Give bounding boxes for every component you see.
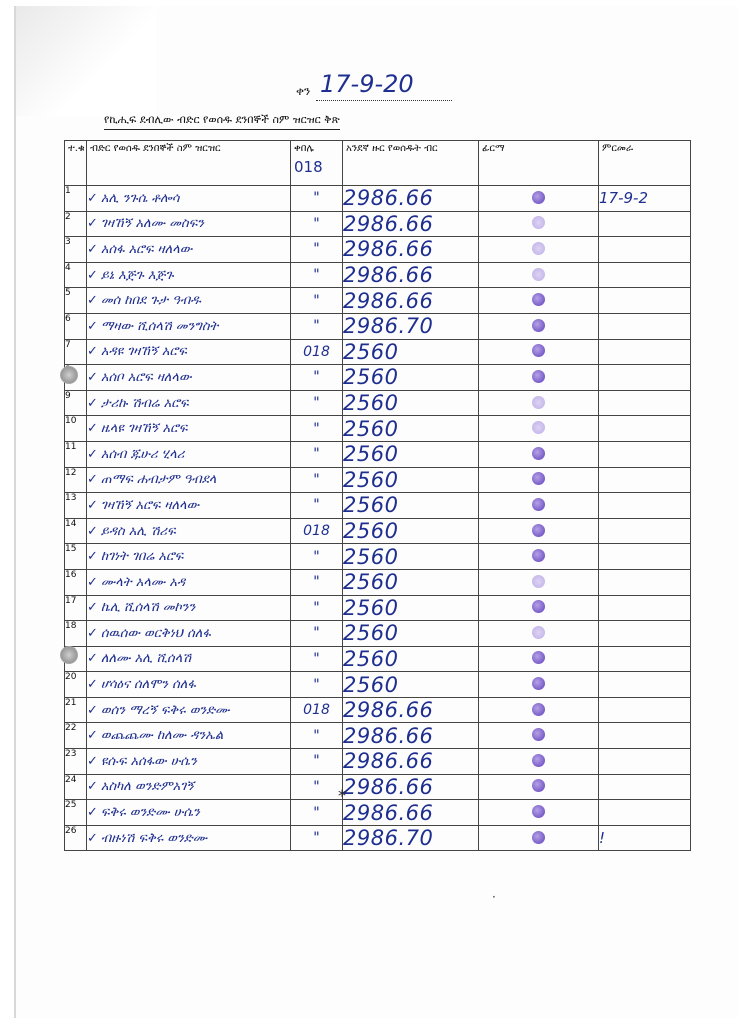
check-mark-icon: ✓ — [87, 369, 98, 385]
date-underline — [316, 100, 452, 101]
signature-cell — [479, 211, 599, 237]
borrower-name: አስካለ ወንድምአገኝ — [100, 779, 194, 795]
check-mark-icon: ✓ — [87, 190, 98, 206]
signature-cell — [479, 621, 599, 647]
row-number: 23 — [65, 749, 87, 775]
signature-cell — [479, 774, 599, 800]
loan-amount: 2560 — [343, 467, 479, 493]
borrower-name: አሊ ንጉሴ ቶሎሳ — [100, 190, 180, 206]
borrower-name: ዜላዩ ገዛኸኝ አሮፍ — [100, 421, 188, 437]
kebele-code: " — [291, 186, 343, 212]
borrower-name-cell — [87, 186, 291, 212]
borrower-name-cell — [87, 416, 291, 442]
fingerprint-stamp-icon — [532, 600, 545, 613]
fingerprint-stamp-icon — [532, 626, 545, 639]
check-mark-icon: ✓ — [87, 241, 98, 257]
fingerprint-stamp-icon — [532, 293, 545, 306]
loan-amount: 2986.66 — [343, 288, 479, 314]
column-header-signature: ፊርማ — [479, 141, 599, 186]
borrower-name-cell — [87, 390, 291, 416]
loan-amount: 2560 — [343, 390, 479, 416]
column-header-number: ተ.ቁ — [65, 141, 87, 186]
kebele-code: " — [291, 672, 343, 698]
kebele-code: " — [291, 621, 343, 647]
borrower-name: መሰ ከበደ ጉታ ዓብዱ — [100, 293, 201, 309]
row-number: 14 — [65, 518, 87, 544]
table-row — [65, 339, 691, 365]
borrower-name: ይዳስ አሊ ሽሪፍ — [100, 523, 176, 539]
row-number: 11 — [65, 441, 87, 467]
kebele-code: 018 — [291, 697, 343, 723]
table-row — [65, 825, 691, 851]
remark-cell — [599, 211, 691, 237]
row-number: 26 — [65, 825, 87, 851]
kebele-code: " — [291, 774, 343, 800]
loan-amount: 2986.70 — [343, 313, 479, 339]
table-row — [65, 390, 691, 416]
document-title: የኪሒፍ ደብሊው ብድር የወሰዱ ደንበኞች ስም ዝርዝር ቅጽ — [104, 113, 340, 126]
row-number: 5 — [65, 288, 87, 314]
kebele-code: " — [291, 749, 343, 775]
kebele-code: " — [291, 416, 343, 442]
check-mark-icon: ✓ — [87, 523, 98, 539]
signature-cell — [479, 390, 599, 416]
signature-cell — [479, 237, 599, 263]
stray-mark: · — [492, 890, 496, 904]
row-number: 12 — [65, 467, 87, 493]
fingerprint-stamp-icon — [532, 498, 545, 511]
borrower-name-cell — [87, 723, 291, 749]
loan-amount: 2986.66 — [343, 749, 479, 775]
borrower-name-cell — [87, 493, 291, 519]
check-mark-icon: ✓ — [87, 216, 98, 232]
remark-cell — [599, 697, 691, 723]
row-number: 25 — [65, 800, 87, 826]
remark-cell — [599, 621, 691, 647]
signature-cell — [479, 672, 599, 698]
borrower-name: ብዙነሽ ፍቅሩ ወንድሙ — [100, 830, 208, 846]
fingerprint-stamp-icon — [532, 575, 545, 588]
remark-cell — [599, 390, 691, 416]
remark-cell: 17-9-2 — [599, 186, 691, 212]
borrower-name-cell — [87, 518, 291, 544]
fingerprint-stamp-icon — [532, 216, 545, 229]
table-row — [65, 211, 691, 237]
row-number: 22 — [65, 723, 87, 749]
row-number: 2 — [65, 211, 87, 237]
borrower-name-cell — [87, 646, 291, 672]
fingerprint-stamp-icon — [532, 242, 545, 255]
check-mark-icon: ✓ — [87, 677, 98, 693]
kebele-code: " — [291, 493, 343, 519]
fingerprint-stamp-icon — [532, 651, 545, 664]
column-header-kebele — [291, 141, 343, 186]
borrower-name-cell — [87, 697, 291, 723]
check-mark-icon: ✓ — [87, 753, 98, 769]
borrower-name: ታሪኩ ሽብሬ አሮፍ — [100, 395, 189, 411]
kebele-code: " — [291, 211, 343, 237]
table-row — [65, 365, 691, 391]
borrower-name-cell — [87, 672, 291, 698]
row-number: 21 — [65, 697, 87, 723]
check-mark-icon: ✓ — [87, 344, 98, 360]
signature-cell — [479, 262, 599, 288]
remark-cell — [599, 262, 691, 288]
fingerprint-stamp-icon — [532, 524, 545, 537]
kebele-code: " — [291, 569, 343, 595]
row-number: 3 — [65, 237, 87, 263]
borrower-name: ለለሙ አሊ ሺሰላሽ — [100, 651, 192, 667]
fingerprint-stamp-icon — [532, 549, 545, 562]
punch-hole — [60, 366, 78, 384]
remark-cell — [599, 800, 691, 826]
remark-cell — [599, 518, 691, 544]
remark-cell — [599, 646, 691, 672]
check-mark-icon: ✓ — [87, 830, 98, 846]
kebele-code: " — [291, 313, 343, 339]
check-mark-icon: ✓ — [87, 549, 98, 565]
borrower-name-cell — [87, 774, 291, 800]
loan-amount: 2986.66 — [343, 723, 479, 749]
kebele-code: " — [291, 723, 343, 749]
check-mark-icon: ✓ — [87, 574, 98, 590]
fingerprint-stamp-icon — [532, 677, 545, 690]
loan-amount: 2560 — [343, 518, 479, 544]
row-number: 20 — [65, 672, 87, 698]
row-number: 4 — [65, 262, 87, 288]
loan-amount: 2560 — [343, 595, 479, 621]
borrower-name-cell — [87, 211, 291, 237]
asterisk-mark: * — [338, 786, 346, 805]
borrower-name-cell — [87, 825, 291, 851]
borrower-name: አሰብ ጁሁሪ ሂላሪ — [100, 446, 185, 462]
borrower-name: ወጨጨሙ ከለሙ ዳንኤል — [100, 728, 224, 744]
signature-cell — [479, 800, 599, 826]
borrower-name: ኬሊ ሺሰላሽ መኮንን — [100, 600, 196, 616]
kebele-code: " — [291, 595, 343, 621]
table-row — [65, 467, 691, 493]
remark-cell: ! — [599, 825, 691, 851]
check-mark-icon: ✓ — [87, 728, 98, 744]
kebele-code: " — [291, 237, 343, 263]
borrower-name: ወሰን ማረኝ ፍቅሩ ወንድሙ — [100, 702, 230, 718]
fingerprint-stamp-icon — [532, 421, 545, 434]
borrower-name: ሰዉሰው ወርቅነህ ሰለፋ — [100, 625, 211, 641]
check-mark-icon: ✓ — [87, 702, 98, 718]
fingerprint-stamp-icon — [532, 396, 545, 409]
column-header-kebele-code: 018 — [294, 158, 323, 176]
fingerprint-stamp-icon — [532, 805, 545, 818]
signature-cell — [479, 595, 599, 621]
column-header-name: ብድር የወሰዱ ደንበኞች ስም ዝርዝር — [87, 141, 291, 186]
date-value: 17-9-20 — [320, 70, 414, 98]
loan-amount: 2560 — [343, 416, 479, 442]
loan-amount: 2560 — [343, 621, 479, 647]
borrower-name-cell — [87, 365, 291, 391]
loan-amount: 2986.66 — [343, 774, 479, 800]
borrower-name-cell — [87, 595, 291, 621]
borrower-name-cell — [87, 237, 291, 263]
borrower-name: ፍቅሩ ወንድሙ ሁሴን — [100, 805, 200, 821]
table-row — [65, 723, 691, 749]
signature-cell — [479, 518, 599, 544]
remark-cell — [599, 595, 691, 621]
loan-amount: 2986.70 — [343, 825, 479, 851]
loan-amount: 2986.66 — [343, 262, 479, 288]
signature-cell — [479, 697, 599, 723]
borrower-name-cell — [87, 288, 291, 314]
fingerprint-stamp-icon — [532, 268, 545, 281]
table-row — [65, 493, 691, 519]
remark-cell — [599, 416, 691, 442]
check-mark-icon: ✓ — [87, 472, 98, 488]
table-row — [65, 313, 691, 339]
fingerprint-stamp-icon — [532, 319, 545, 332]
table-row — [65, 621, 691, 647]
signature-cell — [479, 544, 599, 570]
kebele-code: " — [291, 800, 343, 826]
remark-cell — [599, 544, 691, 570]
remark-cell — [599, 774, 691, 800]
remark-cell — [599, 339, 691, 365]
borrower-name-cell — [87, 441, 291, 467]
borrower-name: አሰቦ አሮፍ ዛለላው — [100, 369, 192, 385]
kebele-code: 018 — [291, 518, 343, 544]
signature-cell — [479, 749, 599, 775]
check-mark-icon: ✓ — [87, 267, 98, 283]
row-number: 16 — [65, 569, 87, 595]
punch-hole — [60, 646, 78, 664]
table-row — [65, 646, 691, 672]
borrower-name: ዩሱፍ አሰፋው ሁሴን — [100, 753, 197, 769]
row-number: 15 — [65, 544, 87, 570]
loan-register-table — [64, 140, 691, 851]
table-row — [65, 518, 691, 544]
loan-amount: 2986.66 — [343, 211, 479, 237]
loan-amount: 2560 — [343, 646, 479, 672]
remark-cell — [599, 569, 691, 595]
borrower-name: ሙላት አላሙ አዳ — [100, 574, 186, 590]
borrower-name: ከገነት ገበሬ አሮፍ — [100, 549, 184, 565]
signature-cell — [479, 825, 599, 851]
check-mark-icon: ✓ — [87, 318, 98, 334]
remark-cell — [599, 493, 691, 519]
borrower-name-cell — [87, 544, 291, 570]
kebele-code: " — [291, 390, 343, 416]
column-header-remark: ምርመራ — [599, 141, 691, 186]
borrower-name: ማዛው ሺሰላሽ መንግስት — [100, 318, 219, 334]
loan-amount: 2986.66 — [343, 697, 479, 723]
remark-cell — [599, 237, 691, 263]
row-number: 6 — [65, 313, 87, 339]
check-mark-icon: ✓ — [87, 625, 98, 641]
loan-amount: 2560 — [343, 339, 479, 365]
signature-cell — [479, 493, 599, 519]
row-number: 10 — [65, 416, 87, 442]
remark-cell — [599, 288, 691, 314]
remark-cell — [599, 313, 691, 339]
loan-amount: 2986.66 — [343, 800, 479, 826]
signature-cell — [479, 339, 599, 365]
table-row — [65, 441, 691, 467]
check-mark-icon: ✓ — [87, 497, 98, 513]
kebele-code: " — [291, 365, 343, 391]
date-label: ቀን — [296, 84, 311, 98]
table-body — [65, 186, 691, 851]
check-mark-icon: ✓ — [87, 805, 98, 821]
remark-cell — [599, 365, 691, 391]
kebele-code: " — [291, 262, 343, 288]
remark-cell — [599, 467, 691, 493]
borrower-name: አሰፋ አሮፍ ዛለላው — [100, 241, 193, 257]
remark-cell — [599, 441, 691, 467]
fingerprint-stamp-icon — [532, 344, 545, 357]
loan-amount: 2560 — [343, 544, 479, 570]
column-header-amount: አንደኛ ዙር የወሰዱት ብር — [343, 141, 479, 186]
table-row — [65, 774, 691, 800]
page-fold-shadow — [16, 6, 156, 116]
kebele-code: " — [291, 646, 343, 672]
loan-amount: 2560 — [343, 569, 479, 595]
borrower-name-cell — [87, 621, 291, 647]
remark-cell — [599, 749, 691, 775]
signature-cell — [479, 186, 599, 212]
row-number: 13 — [65, 493, 87, 519]
signature-cell — [479, 441, 599, 467]
fingerprint-stamp-icon — [532, 191, 545, 204]
fingerprint-stamp-icon — [532, 779, 545, 792]
borrower-name-cell — [87, 339, 291, 365]
borrower-name: ይኔ እጅጉ እጅጉ — [100, 267, 174, 283]
check-mark-icon: ✓ — [87, 446, 98, 462]
table-row — [65, 749, 691, 775]
signature-cell — [479, 467, 599, 493]
table-row — [65, 595, 691, 621]
loan-amount: 2560 — [343, 441, 479, 467]
table-row — [65, 288, 691, 314]
check-mark-icon: ✓ — [87, 421, 98, 437]
fingerprint-stamp-icon — [532, 754, 545, 767]
borrower-name: ገዛኸኝ አለሙ መስፍን — [100, 216, 204, 232]
signature-cell — [479, 646, 599, 672]
remark-cell — [599, 672, 691, 698]
signature-cell — [479, 288, 599, 314]
fingerprint-stamp-icon — [532, 703, 545, 716]
borrower-name-cell — [87, 800, 291, 826]
signature-cell — [479, 365, 599, 391]
borrower-name-cell — [87, 262, 291, 288]
row-number: 18 — [65, 621, 87, 647]
remark-cell — [599, 723, 691, 749]
check-mark-icon: ✓ — [87, 293, 98, 309]
check-mark-icon: ✓ — [87, 395, 98, 411]
check-mark-icon: ✓ — [87, 600, 98, 616]
table-row — [65, 697, 691, 723]
borrower-name-cell — [87, 569, 291, 595]
table-row — [65, 544, 691, 570]
table-row — [65, 800, 691, 826]
fingerprint-stamp-icon — [532, 370, 545, 383]
loan-amount: 2560 — [343, 672, 479, 698]
loan-amount: 2560 — [343, 365, 479, 391]
column-header-kebele-label: ቀበሌ — [294, 143, 314, 154]
kebele-code: " — [291, 288, 343, 314]
table-header-row — [65, 141, 691, 186]
loan-amount: 2986.66 — [343, 237, 479, 263]
borrower-name: አዳዩ ገዛኸኝ አሮፍ — [100, 344, 187, 360]
table-row — [65, 416, 691, 442]
table-row — [65, 262, 691, 288]
borrower-name: ገዛኸኝ አሮፍ ዛለላው — [100, 497, 200, 513]
signature-cell — [479, 569, 599, 595]
borrower-name: ጠማፍ ሐብታም ዓብደላ — [100, 472, 217, 488]
borrower-name-cell — [87, 467, 291, 493]
kebele-code: " — [291, 467, 343, 493]
row-number: 1 — [65, 186, 87, 212]
loan-amount: 2560 — [343, 493, 479, 519]
row-number: 24 — [65, 774, 87, 800]
signature-cell — [479, 313, 599, 339]
table-row — [65, 237, 691, 263]
row-number: 17 — [65, 595, 87, 621]
row-number: 7 — [65, 339, 87, 365]
fingerprint-stamp-icon — [532, 447, 545, 460]
row-number: 9 — [65, 390, 87, 416]
fingerprint-stamp-icon — [532, 472, 545, 485]
loan-amount: 2986.66 — [343, 186, 479, 212]
fingerprint-stamp-icon — [532, 728, 545, 741]
table-row — [65, 672, 691, 698]
table-row — [65, 569, 691, 595]
signature-cell — [479, 723, 599, 749]
borrower-name-cell — [87, 749, 291, 775]
kebele-code: " — [291, 441, 343, 467]
borrower-name-cell — [87, 313, 291, 339]
kebele-code: 018 — [291, 339, 343, 365]
kebele-code: " — [291, 544, 343, 570]
check-mark-icon: ✓ — [87, 651, 98, 667]
table-row — [65, 186, 691, 212]
signature-cell — [479, 416, 599, 442]
borrower-name: ሆሳዕና ሰለሞን ሰለፋ — [100, 677, 196, 693]
kebele-code: " — [291, 825, 343, 851]
check-mark-icon: ✓ — [87, 779, 98, 795]
fingerprint-stamp-icon — [532, 831, 545, 844]
